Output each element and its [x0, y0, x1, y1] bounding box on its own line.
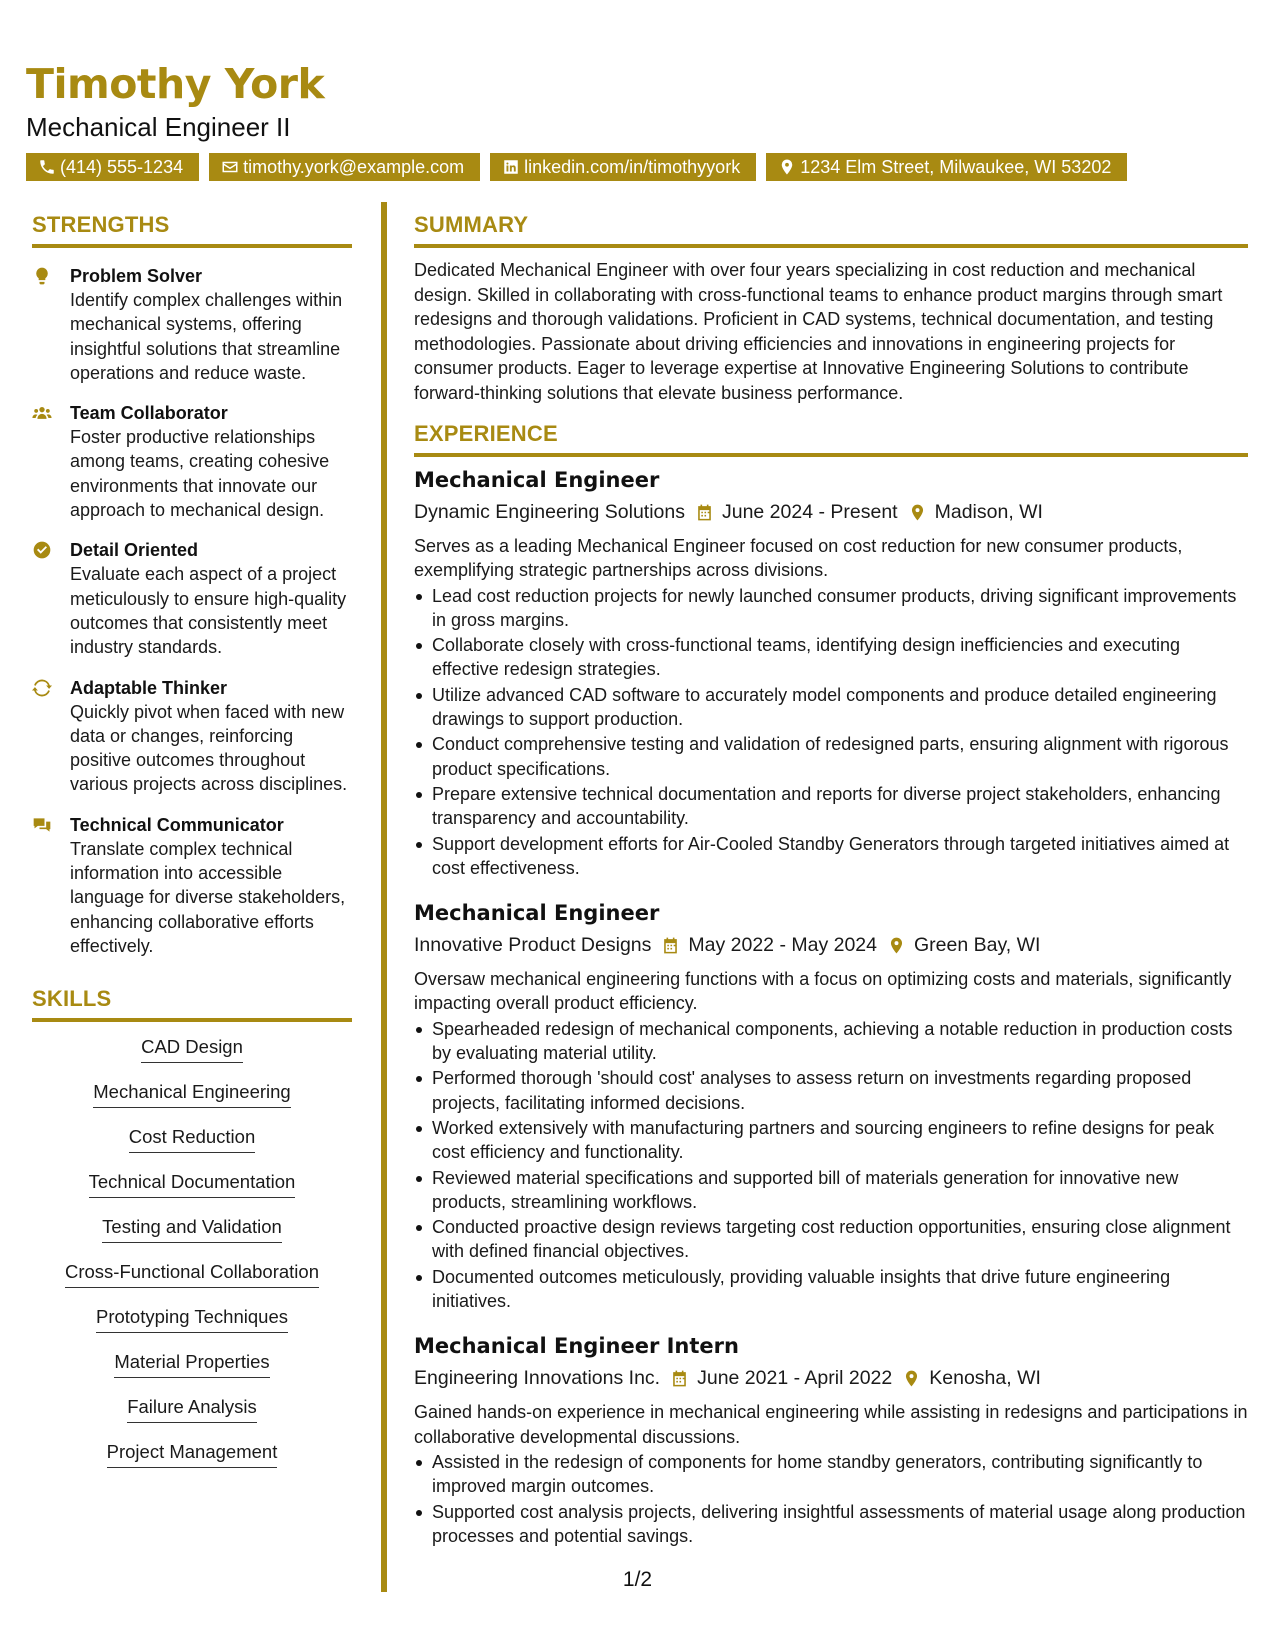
page-number: 1/2	[622, 1568, 653, 1591]
job-description: Oversaw mechanical engineering functions with a focus on optimizing costs and materials, significantly impacting overall product efficiency.	[414, 969, 1232, 1014]
skill-item: Cross-Functional Collaboration	[65, 1261, 319, 1288]
bullet-item: Documented outcomes meticulously, providing valuable insights that drive future engineering initiatives.	[414, 1265, 1248, 1314]
strength-desc: Evaluate each aspect of a project meticulously to ensure high-quality outcomes that consistently meet industry standards.	[70, 564, 347, 658]
job-location: Kenosha, WI	[929, 1367, 1041, 1390]
job-bullets	[414, 1450, 1248, 1548]
check-circle-icon	[32, 540, 52, 560]
skill-item: Cost Reduction	[129, 1126, 255, 1153]
phone-icon	[38, 158, 56, 176]
skill-item: Mechanical Engineering	[93, 1081, 290, 1108]
comments-icon	[32, 815, 52, 835]
job-entry-title: Mechanical Engineer Intern	[414, 1334, 739, 1359]
skills-list	[32, 1036, 352, 1486]
strength-title: Technical Communicator	[70, 814, 284, 835]
sync-icon	[32, 678, 52, 698]
contact-phone[interactable]	[26, 153, 199, 181]
bullet-item: Performed thorough 'should cost' analyses to assess return on investments regarding proposed projects, facilitating informed decisions.	[414, 1066, 1248, 1115]
contact-address	[766, 153, 1127, 181]
skill-item: Prototyping Techniques	[96, 1306, 288, 1333]
contact-address-text: 1234 Elm Street, Milwaukee, WI 53202	[800, 156, 1112, 177]
strength-item	[32, 813, 352, 958]
bullet-item: Reviewed material specifications and supported bill of materials generation for innovative new products, streamlining workflows.	[414, 1166, 1248, 1215]
bullet-item: Lead cost reduction projects for newly launched consumer products, driving significant improvements in gross margins.	[414, 584, 1248, 633]
bullet-item: Spearheaded redesign of mechanical components, achieving a notable reduction in production costs by evaluating material utility.	[414, 1017, 1248, 1066]
bullet-item: Conduct comprehensive testing and validation of redesigned parts, ensuring alignment with rigorous product specifications.	[414, 732, 1248, 781]
job-meta	[414, 931, 1248, 959]
strength-title: Problem Solver	[70, 266, 203, 286]
contact-phone-text: (414) 555-1234	[60, 156, 184, 177]
lightbulb-icon	[32, 266, 52, 286]
bullet-item: Supported cost analysis projects, delivering insightful assessments of material usage along production processes and potential savings.	[414, 1500, 1248, 1549]
job-title: Mechanical Engineer II	[26, 112, 291, 142]
strength-item	[32, 401, 352, 522]
contact-linkedin-text: linkedin.com/in/timothyyork	[524, 156, 741, 177]
skills-heading: SKILLS	[32, 986, 352, 1022]
job-meta	[414, 498, 1248, 526]
envelope-icon	[221, 158, 239, 176]
skill-item: Project Management	[107, 1441, 278, 1468]
right-column	[414, 212, 1248, 1549]
skill-item: Failure Analysis	[127, 1396, 257, 1423]
job-description: Serves as a leading Mechanical Engineer focused on cost reduction for new consumer products, exemplifying strategic partnerships across divisions.	[414, 536, 1183, 581]
strengths-heading: STRENGTHS	[32, 212, 352, 248]
job-company: Engineering Innovations Inc.	[414, 1367, 661, 1390]
calendar-icon	[661, 936, 680, 955]
job-description: Gained hands-on experience in mechanical engineering while assisting in redesigns and participations in collaborative developmental discussions.	[414, 1402, 1248, 1447]
strength-title: Detail Oriented	[70, 540, 199, 561]
skill-item: Technical Documentation	[89, 1171, 296, 1198]
skill-item: Material Properties	[114, 1351, 269, 1378]
contact-linkedin[interactable]	[490, 153, 756, 181]
summary-heading: SUMMARY	[414, 212, 1248, 248]
bullet-item: Collaborate closely with cross-functional teams, identifying design inefficiencies and executing effective redesign strategies.	[414, 633, 1248, 682]
contact-bar	[26, 153, 1127, 181]
column-divider	[381, 202, 387, 1592]
strength-desc: Translate complex technical information into accessible language for diverse stakeholders, enhancing collaborative efforts effectively.	[70, 838, 346, 956]
strength-item	[32, 676, 352, 797]
experience-heading: EXPERIENCE	[414, 421, 1248, 457]
strength-desc: Foster productive relationships among teams, creating cohesive environments that innovate our approach to mechanical design.	[70, 427, 330, 521]
bullet-item: Assisted in the redesign of components for home standby generators, contributing significantly to improved margin outcomes.	[414, 1450, 1248, 1499]
job-bullets	[414, 1017, 1248, 1314]
strength-desc: Identify complex challenges within mechanical systems, offering insightful solutions that streamline operations and reduce waste.	[70, 290, 343, 383]
job-bullets	[414, 584, 1248, 881]
job-meta	[414, 1364, 1248, 1392]
skill-item: Testing and Validation	[102, 1216, 282, 1243]
job-entry-title: Mechanical Engineer	[414, 901, 660, 926]
bullet-item: Utilize advanced CAD software to accurately model components and produce detailed engineering drawings to support production.	[414, 683, 1248, 732]
map-pin-icon	[778, 158, 796, 176]
strength-title: Adaptable Thinker	[70, 677, 228, 698]
map-pin-icon	[908, 503, 927, 522]
contact-email-text: timothy.york@example.com	[243, 156, 465, 177]
candidate-name: Timothy York	[26, 60, 325, 108]
job-location: Green Bay, WI	[914, 934, 1041, 957]
job-entry	[414, 898, 1248, 1313]
job-dates: June 2021 - April 2022	[697, 1367, 893, 1390]
job-dates: June 2024 - Present	[721, 501, 898, 523]
job-company: Innovative Product Designs	[414, 934, 652, 957]
contact-email[interactable]	[209, 153, 480, 181]
bullet-item: Prepare extensive technical documentation and reports for diverse project stakeholders, enhancing transparency and accountability.	[414, 782, 1248, 831]
summary-text: Dedicated Mechanical Engineer with over four years specializing in cost reduction and mechanical design. Skilled in collaborating with cross-functional teams to enhance product margins through smart redesigns and thorough validations. Proficient in CAD systems, technical documentation, and testing methodologies. Passionate about driving efficiencies and innovations in engineering projects for consumer products. Eager to leverage expertise at Innovative Engineering Solutions to contribute forward-thinking solutions that elevate business performance.	[414, 260, 1223, 403]
job-entry	[414, 1331, 1248, 1548]
skill-item: CAD Design	[141, 1036, 243, 1063]
job-dates: May 2022 - May 2024	[688, 934, 877, 957]
map-pin-icon	[902, 1369, 921, 1388]
strength-title: Team Collaborator	[70, 403, 228, 424]
bullet-item: Support development efforts for Air-Cooled Standby Generators through targeted initiatives aimed at cost effectiveness.	[414, 832, 1248, 881]
job-entry	[414, 465, 1248, 880]
users-icon	[32, 403, 52, 423]
job-entry-title: Mechanical Engineer	[414, 468, 660, 492]
calendar-icon	[670, 1369, 689, 1388]
strength-item	[32, 538, 352, 659]
bullet-item: Worked extensively with manufacturing partners and sourcing engineers to refine designs for peak cost efficiency and functionality.	[414, 1116, 1248, 1165]
map-pin-icon	[887, 936, 906, 955]
strength-item	[32, 264, 352, 385]
bullet-item: Conducted proactive design reviews targeting cost reduction opportunities, ensuring close alignment with defined financial objectives.	[414, 1215, 1248, 1264]
calendar-icon	[695, 503, 714, 522]
linkedin-icon	[502, 158, 520, 176]
strength-desc: Quickly pivot when faced with new data or changes, reinforcing positive outcomes throughout various projects across disciplines.	[70, 701, 348, 795]
left-column	[32, 212, 352, 1486]
job-company: Dynamic Engineering Solutions	[414, 501, 685, 523]
job-location: Madison, WI	[934, 501, 1043, 523]
